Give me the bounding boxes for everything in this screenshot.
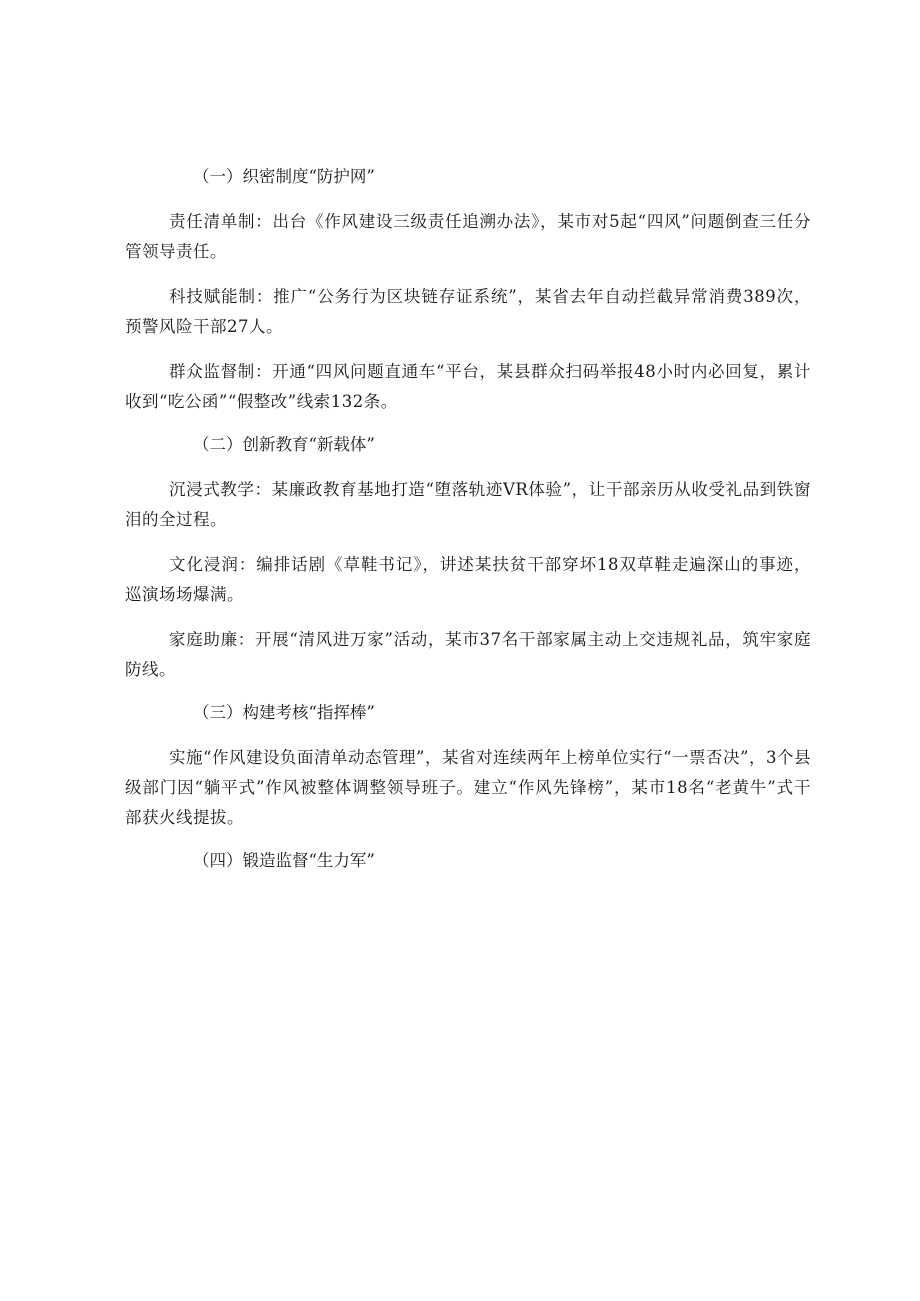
paragraph-assessment: 实施“作风建设负面清单动态管理”，某省对连续两年上榜单位实行“一票否决”，3个县级部门因“躺平式”作风被整体调整领导班子。建立“作风先锋榜”，某市18名“老黄牛”式干部获火线提拔。: [125, 748, 811, 827]
paragraph-immersive-teaching: 沉浸式教学：某廉政教育基地打造“堕落轨迹VR体验”，让干部亲历从收受礼品到铁窗泪的全过程。: [125, 480, 811, 529]
paragraph-responsibility-list: 责任清单制：出台《作风建设三级责任追溯办法》，某市对5起“四风”问题倒查三任分管领导责任。: [125, 212, 811, 261]
document-body: [125, 166, 811, 872]
section-heading-1: （一）织密制度“防护网”: [193, 167, 375, 186]
paragraph-family-integrity: 家庭助廉：开展“清风进万家”活动，某市37名干部家属主动上交违规礼品，筑牢家庭防线。: [125, 630, 811, 679]
section-heading-4: （四）锻造监督“生力军”: [193, 851, 375, 870]
paragraph-public-supervision: 群众监督制：开通“四风问题直通车“平台，某县群众扫码举报48小时内必回复，累计收到“吃公函”“假整改”线索132条。: [125, 362, 811, 411]
paragraph-tech-empowerment: 科技赋能制：推广“公务行为区块链存证系统”，某省去年自动拦截异常消费389次，预警风险干部27人。: [125, 287, 811, 336]
section-heading-2: （二）创新教育“新载体”: [193, 435, 375, 454]
section-heading-3: （三）构建考核“指挥棒”: [193, 703, 375, 722]
paragraph-cultural-influence: 文化浸润：编排话剧《草鞋书记》，讲述某扶贫干部穿坏18双草鞋走遍深山的事迹，巡演场场爆满。: [125, 555, 811, 604]
